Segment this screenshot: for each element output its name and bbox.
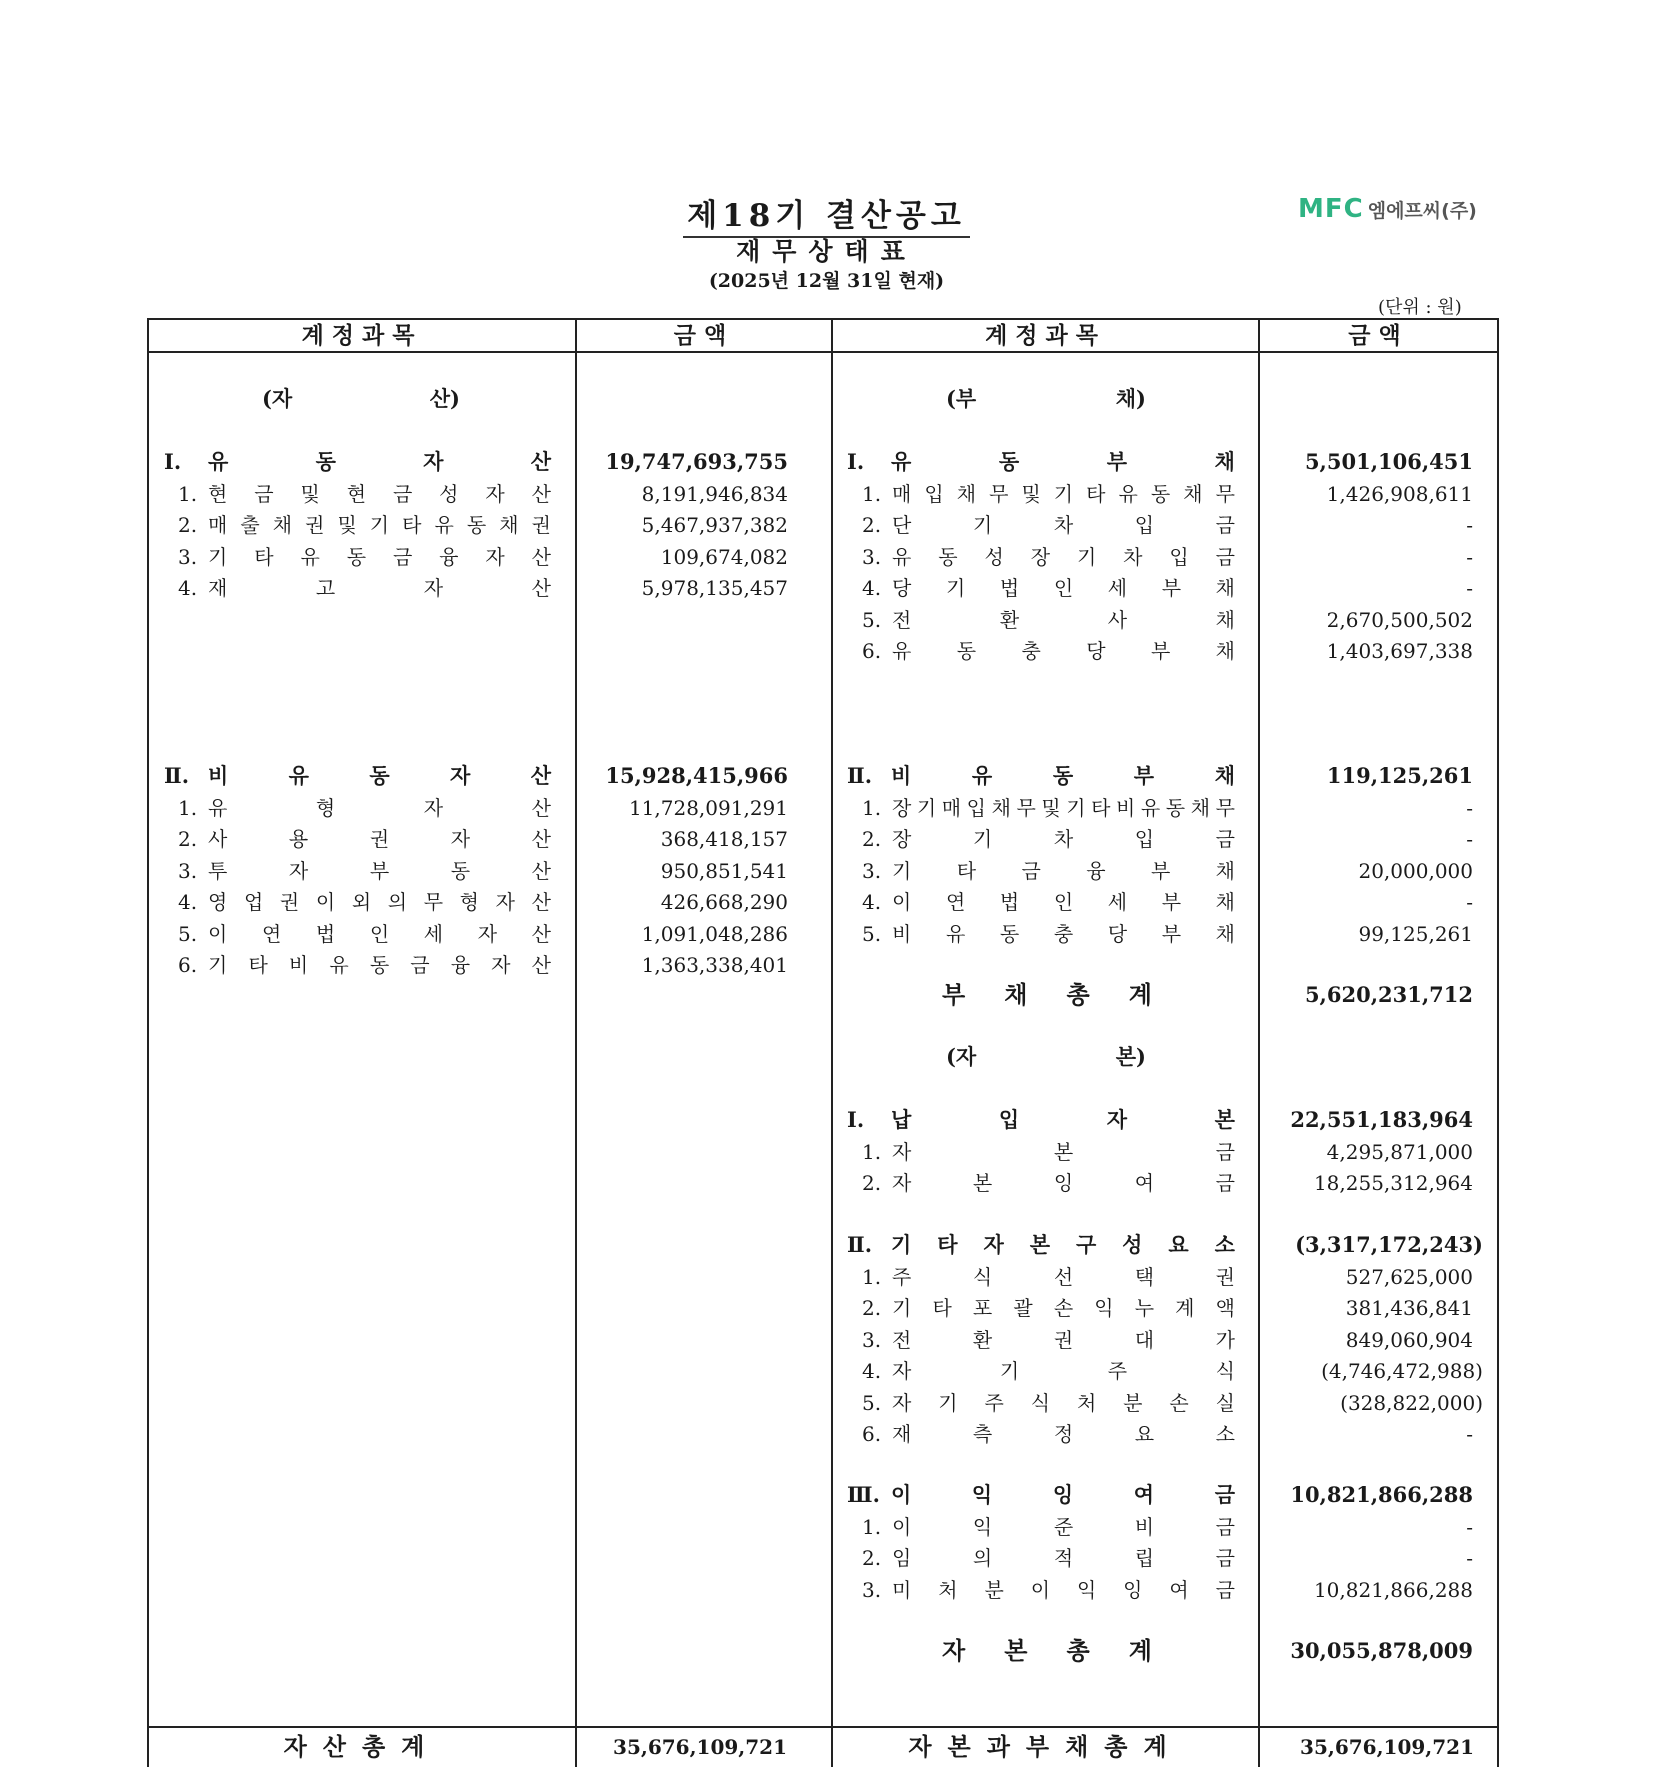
noncurrent-assets-amount: 15,928,415,966 — [605, 763, 788, 788]
noncurrent-asset-item-label: 투 자 부 동 산 — [208, 858, 551, 883]
current-liability-item-amount: 1,426,908,611 — [1326, 481, 1473, 506]
noncurrent-liability-item-label: 기 타 금 융 부 채 — [892, 858, 1235, 883]
paid-in-item-number: 1. — [862, 1139, 882, 1164]
current-asset-item-label: 매 출 채 권 및 기 타 유 동 채 권 — [208, 513, 551, 537]
noncurrent-assets-number: Ⅱ. — [164, 763, 190, 788]
other-equity-item-amount: 849,060,904 — [1345, 1327, 1473, 1352]
header-account-right: 계정과목 — [985, 322, 1106, 349]
current-liability-item-row — [0, 636, 1653, 666]
retained-item-label: 임 의 적 립 금 — [892, 1546, 1235, 1570]
other-equity-amount: (3,317,172,243) — [1295, 1232, 1483, 1257]
total-equity-label: 자 본 총 계 — [942, 1636, 1152, 1665]
other-equity-item-amount: (4,746,472,988) — [1321, 1359, 1483, 1383]
noncurrent-asset-item-label: 기 타 비 유 동 금 융 자 산 — [208, 953, 551, 977]
other-equity-item-label: 재 측 정 요 소 — [892, 1422, 1235, 1446]
paid-in-item-label: 자 본 잉 여 금 — [892, 1171, 1235, 1195]
current-liabilities-number: Ⅰ. — [847, 449, 865, 474]
current-liability-item-number: 1. — [862, 481, 882, 506]
other-equity-item-number: 2. — [862, 1296, 882, 1320]
current-liability-item-number: 3. — [862, 544, 882, 569]
other-equity-item-label: 자 기 주 식 — [892, 1359, 1235, 1383]
retained-item-amount: - — [1466, 1546, 1473, 1570]
current-liability-item-amount: - — [1466, 544, 1473, 569]
total-assets-label: 자산총계 — [283, 1732, 441, 1761]
current-liability-item-amount: 2,670,500,502 — [1326, 607, 1473, 632]
current-liability-item-number: 2. — [862, 513, 882, 537]
current-asset-item-number: 4. — [178, 576, 198, 600]
noncurrent-asset-item-label: 이 연 법 인 세 자 산 — [208, 921, 551, 946]
noncurrent-liability-item-row — [0, 919, 1653, 949]
total-equity-amount: 30,055,878,009 — [1290, 1638, 1473, 1663]
noncurrent-asset-item-amount: 426,668,290 — [660, 890, 788, 914]
noncurrent-liability-item-row — [0, 793, 1653, 823]
statement-title: 제18기 결산공고 — [0, 190, 1653, 235]
noncurrent-liability-item-amount: - — [1466, 795, 1473, 820]
current-liability-item-label: 유 동 성 장 기 차 입 금 — [892, 544, 1235, 569]
company-logo — [1298, 194, 1477, 224]
retained-item-row — [0, 1512, 1653, 1542]
current-assets-label: 유 동 자 산 — [208, 449, 551, 474]
retained-item-number: 1. — [862, 1514, 882, 1539]
unit-label: (단위 : 원) — [1378, 297, 1462, 318]
current-assets-number: Ⅰ. — [164, 449, 182, 474]
noncurrent-asset-item-amount: 1,091,048,286 — [641, 921, 788, 946]
noncurrent-liability-item-number: 2. — [862, 827, 882, 851]
current-liability-item-label: 유 동 충 당 부 채 — [892, 639, 1235, 663]
current-asset-item-number: 3. — [178, 544, 198, 569]
current-liability-item-row — [0, 479, 1653, 509]
noncurrent-liabilities-number: Ⅱ. — [847, 763, 873, 788]
noncurrent-liabilities-label: 비 유 동 부 채 — [891, 763, 1235, 788]
current-liabilities-row — [0, 447, 1653, 477]
total-liab-equity-amount: 35,676,109,721 — [1300, 1735, 1474, 1759]
noncurrent-liability-item-amount: - — [1466, 827, 1473, 851]
section-liabilities: (부 채) — [946, 386, 1146, 411]
retained-earnings-number: Ⅲ. — [847, 1482, 880, 1507]
other-equity-item-amount: 527,625,000 — [1345, 1264, 1473, 1289]
total-liabilities-label: 부 채 총 계 — [942, 980, 1152, 1009]
header-amount-right: 금액 — [1348, 322, 1409, 349]
retained-item-number: 3. — [862, 1577, 882, 1602]
noncurrent-asset-item-number: 2. — [178, 827, 198, 851]
other-equity-item-number: 6. — [862, 1422, 882, 1446]
other-equity-label: 기 타 자 본 구 성 요 소 — [891, 1232, 1235, 1257]
noncurrent-asset-item-amount: 950,851,541 — [660, 858, 788, 883]
noncurrent-liability-item-label: 비 유 동 충 당 부 채 — [892, 921, 1235, 946]
retained-item-number: 2. — [862, 1546, 882, 1570]
noncurrent-asset-item-number: 5. — [178, 921, 198, 946]
noncurrent-liabilities-row — [0, 761, 1653, 791]
noncurrent-assets-label: 비 유 동 자 산 — [208, 763, 551, 788]
paid-in-capital-number: Ⅰ. — [847, 1107, 865, 1132]
other-equity-item-number: 4. — [862, 1359, 882, 1383]
noncurrent-asset-item-amount: 368,418,157 — [660, 827, 788, 851]
current-liability-item-label: 단 기 차 입 금 — [892, 513, 1235, 537]
current-assets-amount: 19,747,693,755 — [605, 449, 788, 474]
current-asset-item-number: 1. — [178, 481, 198, 506]
total-liabilities-amount: 5,620,231,712 — [1304, 982, 1473, 1007]
other-equity-item-amount: - — [1466, 1422, 1473, 1446]
noncurrent-liability-item-amount: 99,125,261 — [1358, 921, 1473, 946]
noncurrent-liability-item-label: 장 기 차 입 금 — [892, 827, 1235, 851]
retained-earnings-row — [0, 1480, 1653, 1510]
other-equity-item-number: 5. — [862, 1390, 882, 1415]
current-asset-item-amount: 109,674,082 — [660, 544, 788, 569]
total-assets-amount: 35,676,109,721 — [613, 1735, 787, 1759]
noncurrent-asset-item-amount: 1,363,338,401 — [641, 953, 788, 977]
noncurrent-liability-item-label: 장 기 매 입 채 무 및 기 타 비 유 동 채 무 — [892, 795, 1235, 820]
paid-in-item-amount: 18,255,312,964 — [1313, 1171, 1473, 1195]
noncurrent-liability-item-number: 1. — [862, 795, 882, 820]
other-equity-item-amount: 381,436,841 — [1345, 1296, 1473, 1320]
current-liability-item-row — [0, 573, 1653, 603]
retained-earnings-amount: 10,821,866,288 — [1290, 1482, 1473, 1507]
section-assets: (자 산) — [262, 386, 460, 411]
paid-in-item-row — [0, 1168, 1653, 1198]
other-equity-item-amount: (328,822,000) — [1340, 1390, 1483, 1415]
noncurrent-liability-item-amount: 20,000,000 — [1358, 858, 1473, 883]
other-equity-item-label: 전 환 권 대 가 — [892, 1327, 1235, 1352]
current-liability-item-label: 당 기 법 인 세 부 채 — [892, 576, 1235, 600]
current-liability-item-label: 매 입 채 무 및 기 타 유 동 채 무 — [892, 481, 1235, 506]
noncurrent-liability-item-number: 3. — [862, 858, 882, 883]
paid-in-item-label: 자 본 금 — [892, 1139, 1235, 1164]
noncurrent-asset-item-number: 6. — [178, 953, 198, 977]
paid-in-item-row — [0, 1137, 1653, 1167]
noncurrent-asset-item-number: 1. — [178, 795, 198, 820]
statement-date: (2025년 12월 31일 현재) — [708, 270, 945, 292]
noncurrent-asset-item-row — [0, 950, 1653, 980]
footer-divider — [147, 1726, 1499, 1728]
current-liability-item-number: 4. — [862, 576, 882, 600]
noncurrent-asset-item-number: 3. — [178, 858, 198, 883]
noncurrent-asset-item-number: 4. — [178, 890, 198, 914]
other-equity-item-label: 주 식 선 택 권 — [892, 1264, 1235, 1289]
noncurrent-liability-item-label: 이 연 법 인 세 부 채 — [892, 890, 1235, 914]
logo-company-name: 엠에프씨(주) — [1367, 200, 1477, 222]
noncurrent-asset-item-label: 유 형 자 산 — [208, 795, 551, 820]
other-equity-item-row — [0, 1356, 1653, 1386]
noncurrent-liability-item-row — [0, 856, 1653, 886]
current-asset-item-label: 재 고 자 산 — [208, 576, 551, 600]
current-liabilities-label: 유 동 부 채 — [891, 449, 1235, 474]
current-liability-item-row — [0, 510, 1653, 540]
current-asset-item-amount: 5,467,937,382 — [641, 513, 788, 537]
other-equity-item-row — [0, 1293, 1653, 1323]
other-equity-item-number: 3. — [862, 1327, 882, 1352]
other-equity-item-label: 자 기 주 식 처 분 손 실 — [892, 1390, 1235, 1415]
current-liability-item-amount: - — [1466, 576, 1473, 600]
current-liability-item-number: 5. — [862, 607, 882, 632]
current-asset-item-label: 현 금 및 현 금 성 자 산 — [208, 481, 551, 506]
retained-item-amount: 10,821,866,288 — [1313, 1577, 1473, 1602]
other-equity-item-row — [0, 1388, 1653, 1418]
current-liability-item-row — [0, 605, 1653, 635]
current-asset-item-number: 2. — [178, 513, 198, 537]
other-equity-item-label: 기 타 포 괄 손 익 누 계 액 — [892, 1296, 1235, 1320]
noncurrent-liability-item-number: 5. — [862, 921, 882, 946]
retained-item-row — [0, 1543, 1653, 1573]
section-equity: (자 본) — [946, 1044, 1146, 1069]
retained-item-amount: - — [1466, 1514, 1473, 1539]
paid-in-item-amount: 4,295,871,000 — [1326, 1139, 1473, 1164]
retained-earnings-label: 이 익 잉 여 금 — [891, 1482, 1235, 1507]
noncurrent-asset-item-label: 사 용 권 자 산 — [208, 827, 551, 851]
noncurrent-asset-item-amount: 11,728,091,291 — [628, 795, 788, 820]
noncurrent-liability-item-number: 4. — [862, 890, 882, 914]
logo-mark: MFC — [1298, 194, 1364, 224]
other-equity-row — [0, 1230, 1653, 1260]
paid-in-capital-label: 납 입 자 본 — [891, 1107, 1235, 1132]
header-account-left: 계정과목 — [301, 322, 423, 349]
noncurrent-asset-item-label: 영 업 권 이 외 의 무 형 자 산 — [208, 890, 551, 914]
statement-subtitle: 재무상태표 — [736, 237, 917, 266]
other-equity-item-row — [0, 1325, 1653, 1355]
other-equity-item-row — [0, 1262, 1653, 1292]
noncurrent-liabilities-amount: 119,125,261 — [1326, 763, 1473, 788]
paid-in-capital-amount: 22,551,183,964 — [1290, 1107, 1473, 1132]
current-liability-item-amount: - — [1466, 513, 1473, 537]
other-equity-item-number: 1. — [862, 1264, 882, 1289]
current-liability-item-label: 전 환 사 채 — [892, 607, 1235, 632]
noncurrent-liability-item-row — [0, 824, 1653, 854]
other-equity-item-row — [0, 1419, 1653, 1449]
current-liability-item-row — [0, 542, 1653, 572]
current-liability-item-number: 6. — [862, 639, 882, 663]
noncurrent-liability-item-row — [0, 887, 1653, 917]
noncurrent-liability-item-amount: - — [1466, 890, 1473, 914]
paid-in-item-number: 2. — [862, 1171, 882, 1195]
paid-in-capital-row — [0, 1105, 1653, 1135]
current-asset-item-label: 기 타 유 동 금 융 자 산 — [208, 544, 551, 569]
current-asset-item-amount: 5,978,135,457 — [641, 576, 788, 600]
other-equity-number: Ⅱ. — [847, 1232, 873, 1257]
retained-item-label: 이 익 준 비 금 — [892, 1514, 1235, 1539]
header-amount-left: 금액 — [673, 322, 735, 349]
total-liab-equity-label: 자본과부채총계 — [908, 1732, 1183, 1761]
retained-item-label: 미 처 분 이 익 잉 여 금 — [892, 1577, 1235, 1602]
current-asset-item-amount: 8,191,946,834 — [641, 481, 788, 506]
current-liability-item-amount: 1,403,697,338 — [1326, 639, 1473, 663]
header-divider — [147, 351, 1499, 353]
retained-item-row — [0, 1575, 1653, 1605]
current-liabilities-amount: 5,501,106,451 — [1304, 449, 1473, 474]
